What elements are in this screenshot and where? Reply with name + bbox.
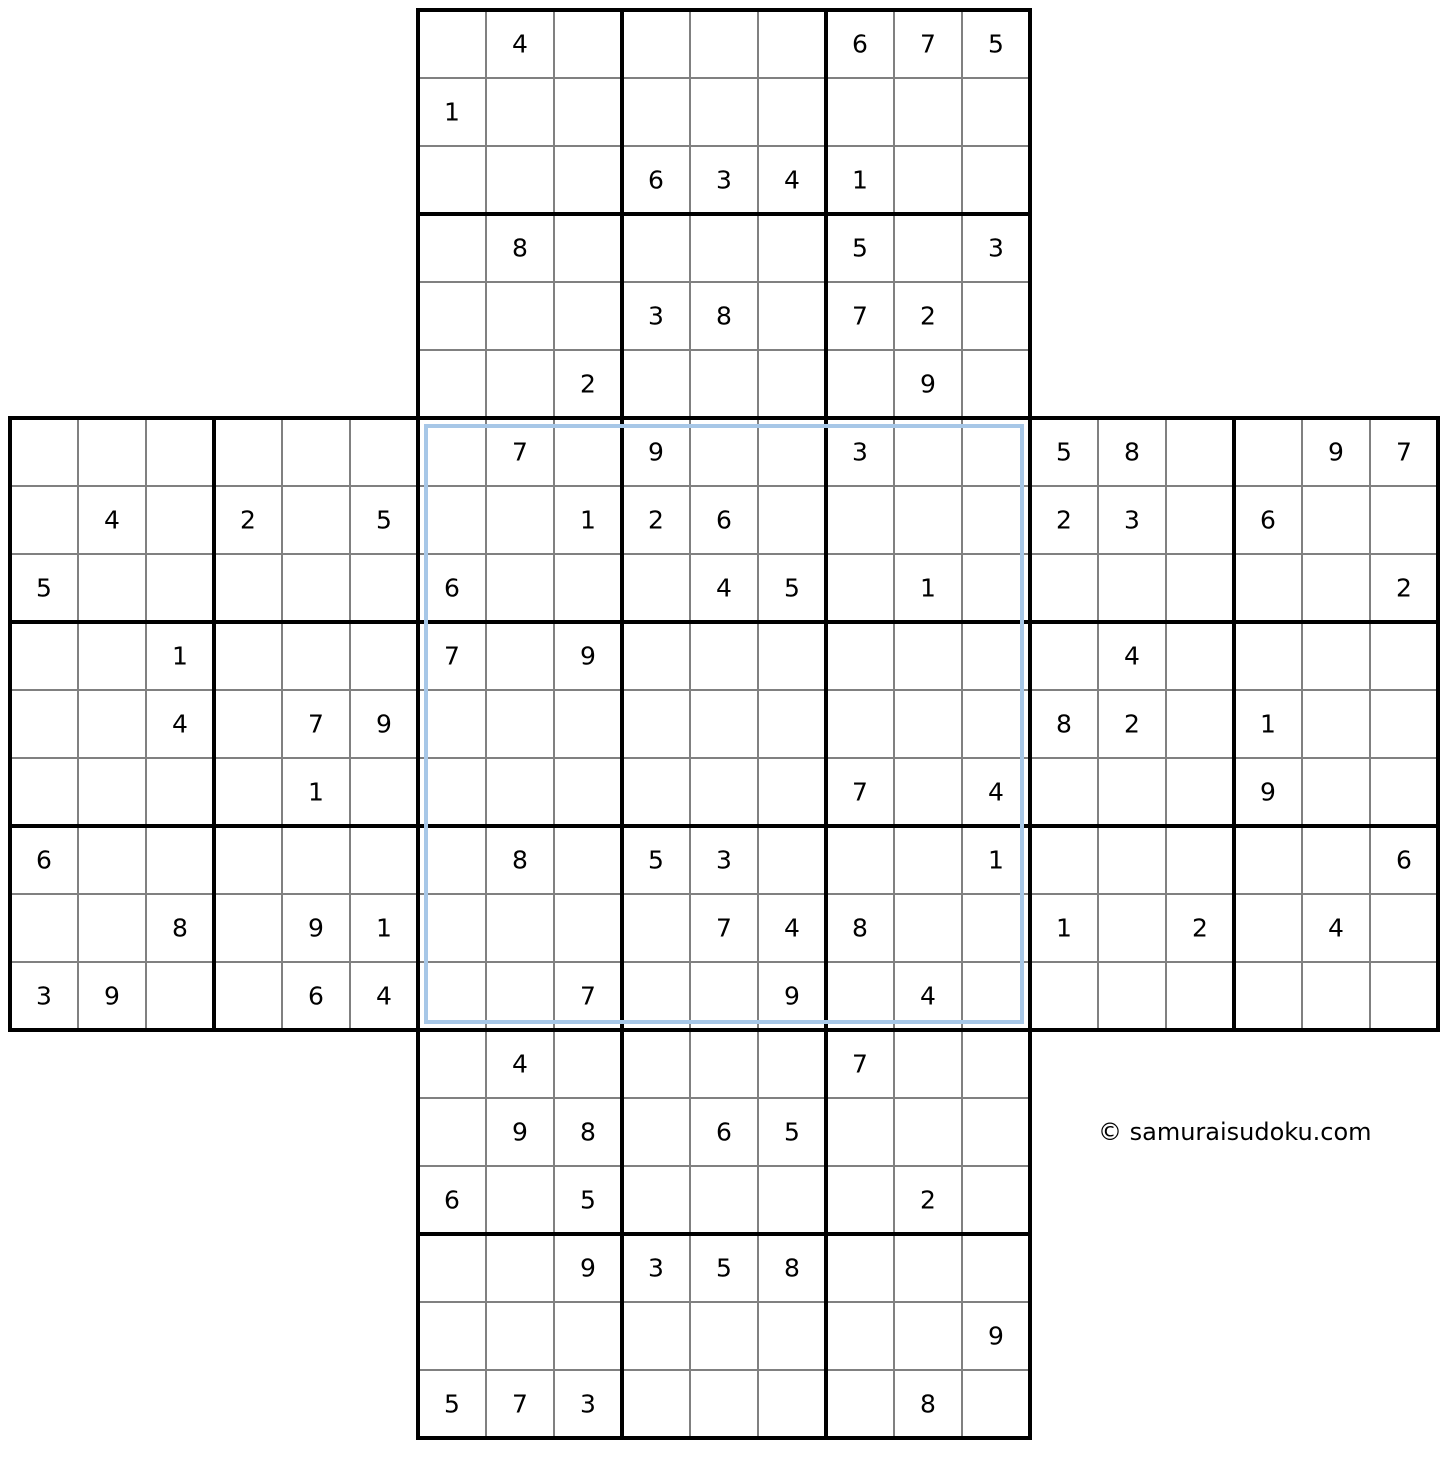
grid-cell [1030,554,1098,622]
grid-cell [146,418,214,486]
grid-cell [486,1302,554,1370]
given-digit: 5 [784,1117,800,1147]
grid-cell [962,554,1030,622]
given-digit: 1 [172,641,188,671]
grid-cell [622,350,690,418]
grid-cell [282,418,350,486]
grid-cell [962,894,1030,962]
grid-cell [690,418,758,486]
grid-cell [486,282,554,350]
grid-cell [826,690,894,758]
given-digit: 7 [308,709,324,739]
grid-cell [1302,622,1370,690]
grid-cell [962,1166,1030,1234]
given-digit: 6 [308,981,324,1011]
grid-cell [418,282,486,350]
grid-cell [962,622,1030,690]
grid-cell [894,894,962,962]
grid-cell [894,622,962,690]
grid-cell [1302,486,1370,554]
grid-cell [826,1098,894,1166]
grid-cell [826,350,894,418]
grid-cell [962,1234,1030,1302]
grid-cell [1302,554,1370,622]
grid-cell [622,1166,690,1234]
given-digit: 2 [1124,709,1140,739]
grid-cell [1370,486,1438,554]
given-digit: 5 [580,1185,596,1215]
grid-cell [1166,962,1234,1030]
grid-cell [622,690,690,758]
grid-cell [1302,690,1370,758]
grid-cell [894,1234,962,1302]
grid-cell [758,758,826,826]
grid-cell [690,350,758,418]
given-digit: 7 [852,777,868,807]
grid-cell [690,1030,758,1098]
copyright-text: © samuraisudoku.com [1098,1118,1372,1146]
given-digit: 9 [784,981,800,1011]
grid-cell [690,1166,758,1234]
given-digit: 8 [920,1389,936,1419]
grid-cell [214,690,282,758]
grid-cell [214,962,282,1030]
grid-cell [1234,894,1302,962]
given-digit: 3 [716,165,732,195]
given-digit: 2 [920,301,936,331]
grid-cell [758,282,826,350]
grid-cell [146,758,214,826]
given-digit: 7 [716,913,732,943]
grid-cell [1234,418,1302,486]
grid-cell [622,1370,690,1438]
grid-cell [826,1166,894,1234]
grid-cell [894,78,962,146]
given-digit: 4 [1328,913,1344,943]
grid-cell [350,554,418,622]
grid-cell [758,1370,826,1438]
given-digit: 2 [648,505,664,535]
given-digit: 4 [1124,641,1140,671]
grid-cell [78,826,146,894]
grid-cell [1030,826,1098,894]
given-digit: 4 [716,573,732,603]
grid-cell [962,282,1030,350]
grid-cell [418,214,486,282]
given-digit: 9 [988,1321,1004,1351]
given-digit: 1 [852,165,868,195]
given-digit: 2 [580,369,596,399]
grid-cell [418,418,486,486]
given-digit: 2 [920,1185,936,1215]
given-digit: 1 [1056,913,1072,943]
grid-cell [894,1302,962,1370]
grid-cell [622,962,690,1030]
given-digit: 5 [716,1253,732,1283]
grid-cell [758,418,826,486]
grid-cell [282,554,350,622]
grid-cell [622,1098,690,1166]
grid-cell [350,418,418,486]
grid-cell [826,1302,894,1370]
grid-cell [418,350,486,418]
given-digit: 5 [784,573,800,603]
given-digit: 9 [920,369,936,399]
grid-cell [622,10,690,78]
grid-cell [214,418,282,486]
grid-cell [894,486,962,554]
given-digit: 4 [988,777,1004,807]
given-digit: 3 [988,233,1004,263]
grid-cell [622,1302,690,1370]
grid-cell [1030,758,1098,826]
grid-cell [690,758,758,826]
given-digit: 3 [852,437,868,467]
grid-cell [758,826,826,894]
grid-cell [486,894,554,962]
grid-cell [690,78,758,146]
grid-cell [214,554,282,622]
grid-cell [418,1098,486,1166]
grid-cell [894,826,962,894]
grid-cell [1098,758,1166,826]
given-digit: 6 [852,29,868,59]
given-digit: 9 [648,437,664,467]
grid-cell [78,554,146,622]
given-digit: 1 [1260,709,1276,739]
grid-cell [418,1302,486,1370]
grid-cell [78,690,146,758]
grid-cell [486,758,554,826]
grid-cell [1166,554,1234,622]
grid-cell [826,826,894,894]
grid-cell [690,962,758,1030]
grid-cell [486,350,554,418]
grid-cell [418,146,486,214]
grid-cell [554,554,622,622]
grid-cell [10,418,78,486]
grid-cell [826,622,894,690]
grid-cell [486,690,554,758]
grid-cell [1098,894,1166,962]
given-digit: 5 [648,845,664,875]
given-digit: 9 [580,641,596,671]
given-digit: 3 [648,301,664,331]
given-digit: 5 [1056,437,1072,467]
grid-cell [146,962,214,1030]
grid-cell [690,690,758,758]
grid-cell [758,622,826,690]
given-digit: 3 [648,1253,664,1283]
grid-cell [1030,622,1098,690]
grid-cell [78,758,146,826]
given-digit: 4 [920,981,936,1011]
given-digit: 8 [1056,709,1072,739]
grid-cell [1370,758,1438,826]
given-digit: 8 [784,1253,800,1283]
grid-cell [554,78,622,146]
grid-cell [1166,622,1234,690]
grid-cell [1166,758,1234,826]
grid-cell [894,214,962,282]
grid-cell [826,78,894,146]
grid-cell [554,282,622,350]
grid-cell [486,146,554,214]
given-digit: 4 [512,1049,528,1079]
given-digit: 9 [512,1117,528,1147]
grid-cell [418,10,486,78]
given-digit: 4 [104,505,120,535]
given-digit: 7 [444,641,460,671]
grid-cell [418,1030,486,1098]
given-digit: 3 [1124,505,1140,535]
given-digit: 6 [1396,845,1412,875]
given-digit: 1 [988,845,1004,875]
grid-cell [1098,962,1166,1030]
grid-cell [486,1234,554,1302]
grid-cell [962,350,1030,418]
grid-cell [1302,758,1370,826]
grid-cell [894,690,962,758]
grid-cell [962,1370,1030,1438]
given-digit: 8 [716,301,732,331]
grid-cell [214,758,282,826]
given-digit: 1 [376,913,392,943]
given-digit: 9 [1328,437,1344,467]
given-digit: 3 [36,981,52,1011]
grid-cell [690,1370,758,1438]
given-digit: 5 [376,505,392,535]
grid-cell [78,622,146,690]
grid-cell [758,1030,826,1098]
grid-cell [622,622,690,690]
grid-cell [1234,826,1302,894]
grid-cell [486,486,554,554]
grid-cell [758,350,826,418]
grid-cell [826,554,894,622]
grid-cell [146,486,214,554]
grid-cell [622,894,690,962]
grid-cell [962,146,1030,214]
grid-cell [554,1030,622,1098]
given-digit: 3 [716,845,732,875]
grid-cell [894,146,962,214]
given-digit: 1 [920,573,936,603]
grid-cell [758,690,826,758]
grid-cell [1370,894,1438,962]
given-digit: 8 [512,845,528,875]
grid-cell [1370,962,1438,1030]
given-digit: 2 [1192,913,1208,943]
given-digit: 2 [1396,573,1412,603]
grid-cell [1302,826,1370,894]
given-digit: 5 [852,233,868,263]
grid-cell [622,78,690,146]
grid-cell [146,826,214,894]
grid-cell [10,622,78,690]
given-digit: 8 [1124,437,1140,467]
grid-cell [10,690,78,758]
given-digit: 2 [240,505,256,535]
grid-cell [418,1234,486,1302]
given-digit: 7 [852,301,868,331]
given-digit: 6 [716,505,732,535]
grid-cell [1098,554,1166,622]
given-digit: 1 [444,97,460,127]
given-digit: 4 [784,913,800,943]
grid-cell [418,486,486,554]
given-digit: 3 [580,1389,596,1419]
grid-cell [1234,554,1302,622]
grid-cell [78,894,146,962]
grid-cell [758,10,826,78]
given-digit: 9 [104,981,120,1011]
given-digit: 9 [308,913,324,943]
grid-cell [622,214,690,282]
grid-cell [758,78,826,146]
grid-cell [894,758,962,826]
grid-cell [962,486,1030,554]
grid-cell [690,622,758,690]
grid-cell [554,1302,622,1370]
grid-cell [418,758,486,826]
given-digit: 7 [512,1389,528,1419]
grid-cell [622,554,690,622]
grid-cell [1370,622,1438,690]
grid-cell [486,78,554,146]
grid-cell [554,894,622,962]
grid-cell [486,962,554,1030]
grid-cell [690,214,758,282]
grid-cell [962,78,1030,146]
given-digit: 4 [376,981,392,1011]
grid-cell [894,1098,962,1166]
grid-cell [282,622,350,690]
given-digit: 8 [580,1117,596,1147]
given-digit: 7 [512,437,528,467]
given-digit: 6 [36,845,52,875]
given-digit: 5 [988,29,1004,59]
grid-cell [758,486,826,554]
grid-cell [282,486,350,554]
grid-cell [350,758,418,826]
given-digit: 8 [852,913,868,943]
grid-cell [554,690,622,758]
grid-cell [486,554,554,622]
grid-cell [214,894,282,962]
grid-cell [962,418,1030,486]
given-digit: 6 [444,1185,460,1215]
given-digit: 1 [308,777,324,807]
grid-cell [10,758,78,826]
grid-cell [1234,962,1302,1030]
grid-cell [350,826,418,894]
grid-cell [690,10,758,78]
grid-cell [1166,690,1234,758]
given-digit: 7 [1396,437,1412,467]
grid-cell [418,826,486,894]
given-digit: 6 [648,165,664,195]
given-digit: 8 [172,913,188,943]
grid-cell [146,554,214,622]
grid-cell [758,1166,826,1234]
given-digit: 6 [444,573,460,603]
grid-cell [1030,962,1098,1030]
given-digit: 4 [172,709,188,739]
grid-cell [962,690,1030,758]
given-digit: 6 [1260,505,1276,535]
grid-cell [622,1030,690,1098]
given-digit: 7 [920,29,936,59]
grid-cell [758,214,826,282]
given-digit: 5 [36,573,52,603]
grid-cell [214,826,282,894]
given-digit: 6 [716,1117,732,1147]
grid-cell [418,690,486,758]
given-digit: 4 [512,29,528,59]
given-digit: 7 [580,981,596,1011]
grid-cell [1370,690,1438,758]
grid-cell [1098,826,1166,894]
grid-cell [826,1234,894,1302]
grid-cell [486,622,554,690]
given-digit: 2 [1056,505,1072,535]
grid-cell [418,962,486,1030]
grid-cell [214,622,282,690]
grid-cell [826,486,894,554]
given-digit: 5 [444,1389,460,1419]
given-digit: 9 [580,1253,596,1283]
grid-cell [486,1166,554,1234]
grid-cell [10,894,78,962]
grid-cell [622,758,690,826]
given-digit: 9 [1260,777,1276,807]
grid-cell [894,1030,962,1098]
grid-cell [1302,962,1370,1030]
grid-cell [1166,418,1234,486]
given-digit: 7 [852,1049,868,1079]
grid-cell [554,758,622,826]
grid-cell [554,214,622,282]
grid-cell [1234,622,1302,690]
grid-cell [962,1030,1030,1098]
grid-cell [826,1370,894,1438]
grid-cell [554,418,622,486]
grid-cell [758,1302,826,1370]
given-digit: 4 [784,165,800,195]
grid-cell [962,1098,1030,1166]
grid-cell [554,146,622,214]
grid-cell [350,622,418,690]
grid-cell [690,1302,758,1370]
grid-cell [554,10,622,78]
grid-cell [1166,826,1234,894]
grid-cell [418,894,486,962]
grid-cell [78,418,146,486]
grid-cell [826,962,894,1030]
grid-cell [962,962,1030,1030]
grid-cell [282,826,350,894]
grid-cell [894,418,962,486]
grid-cell [554,826,622,894]
given-digit: 9 [376,709,392,739]
grid-cell [10,486,78,554]
given-digit: 8 [512,233,528,263]
given-digit: 1 [580,505,596,535]
grid-cell [1166,486,1234,554]
